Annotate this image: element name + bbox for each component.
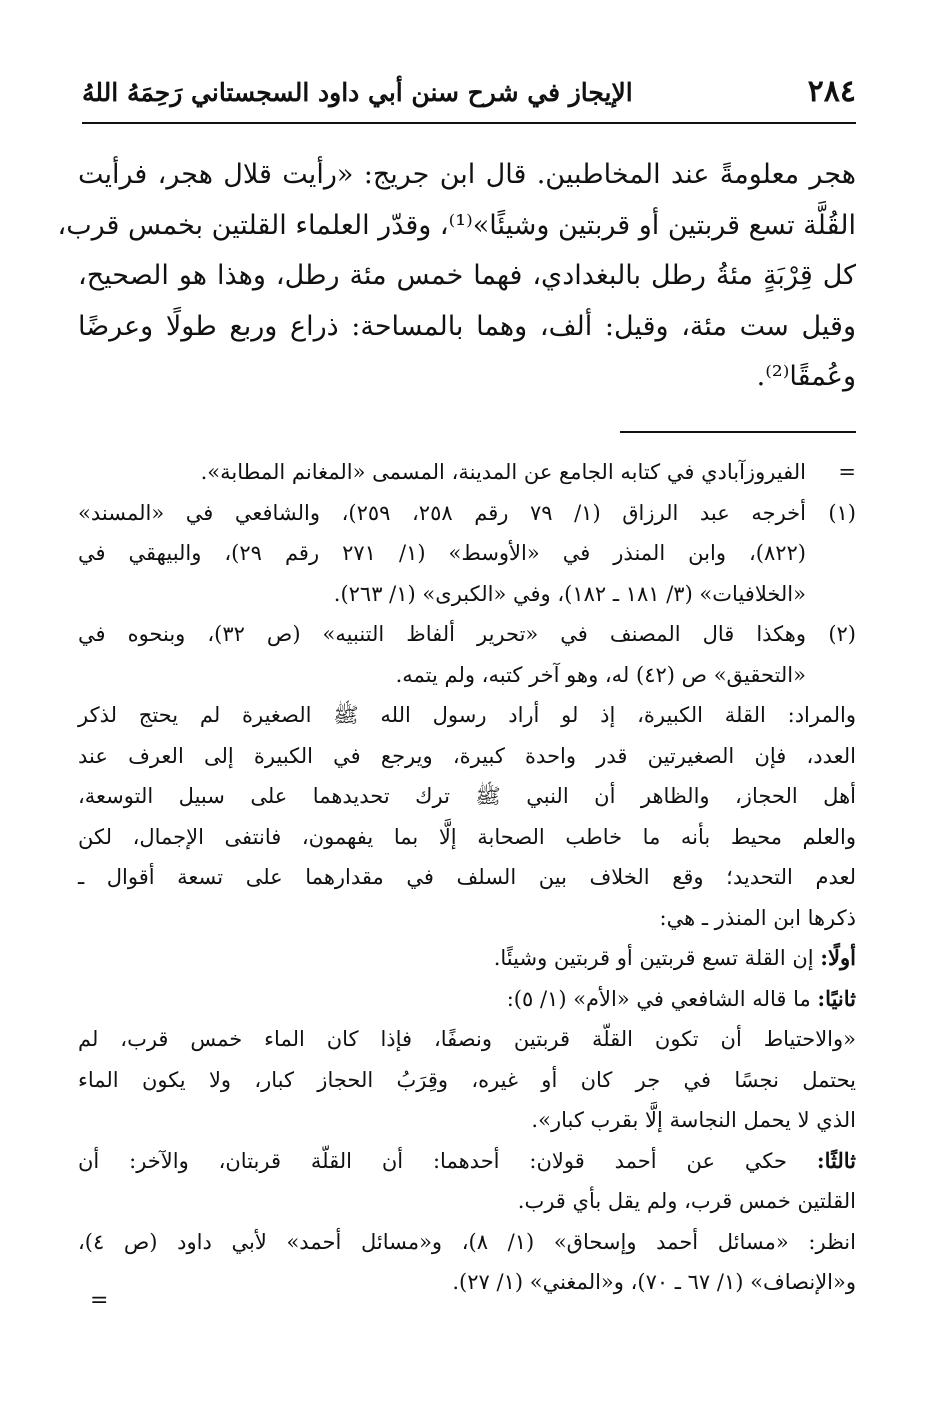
continuation-next-page-marker: = [90,1288,109,1313]
footnote-1-line: «الخلافيات» (٣/ ١٨١ ـ ١٨٢)، وفي «الكبرى» (١/ ٢٦٣). [333,581,806,606]
footnote-1-text: أخرجه عبد الرزاق (١/ ٧٩ رقم ٢٥٨، ٢٥٩)، والشافعي في «المسند» [78,500,806,525]
references-line: انظر: «مسائل أحمد وإسحاق» (١/ ٨)، و«مسائل أحمد» لأبي داود (ص ٤)، [78,1229,856,1254]
quote-line: يحتمل نجسًا في جر كان أو غيره، وقِرَبُ الحجاز كبار، ولا يكون الماء [78,1067,856,1092]
point-third-text: حكي عن أحمد قولان: أحدهما: أن القلّة قربتان، والآخر: أن [78,1148,787,1173]
point-third-label: ثالثًا: [816,1147,856,1173]
point-first [78,938,856,979]
main-line: وقيل ست مئة، وقيل: ألف، وهما بالمساحة: ذراع وربع طولًا وعرضًا [78,310,856,342]
page-number: ٢٨٤ [807,74,856,109]
main-line: هجر معلومةً عند المخاطبين. قال ابن جريج: «رأيت قلال هجر، فرأيت [78,159,856,190]
references-line: و«الإنصاف» (١/ ٦٧ ـ ٧٠)، و«المغني» (١/ ٢٧). [452,1270,856,1294]
continuation-marker: = [838,460,856,484]
commentary-line: لعدم التحديد؛ وقع الخلاف بين السلف في مقدارهما على تسعة أقوال ـ [78,865,856,889]
footnote-2-line: «التحقيق» ص (٤٢) له، وهو آخر كتبه، ولم يتمه. [395,662,806,687]
page-header [82,70,856,118]
point-first-label: أولًا: [820,945,856,970]
footnote-1-marker: (١) [828,500,856,525]
footnotes [78,452,856,1303]
quote-line: «والاحتياط أن تكون القلّة قربتين ونصفًا، فإذا كان الماء خمس قرب، لم [78,1027,856,1051]
point-third [78,1141,856,1182]
footnote-2-line [78,614,856,655]
point-first-text: إن القلة تسع قربتين أو قربتين وشيئًا. [493,946,814,970]
main-line: وعُمقًا⁽²⁾. [756,361,856,392]
commentary-line: أهل الحجاز، والظاهر أن النبي ﷺ ترك تحديدهما على سبيل التوسعة، [78,784,856,808]
commentary-line: العدد، فإن الصغيرتين قدر واحدة كبيرة، ويرجع في الكبيرة إلى العرف عند [78,743,856,768]
commentary-line: والعلم محيط بأنه ما خاطب الصحابة إلَّا بما يفهمون، فانتفى الإجمال، لكن [78,824,856,849]
main-text [57,150,856,403]
point-second-label: ثانيًا: [817,985,856,1011]
running-title: الإيجاز في شرح سنن أبي داود السجستاني رَحِمَهُ اللهُ [82,78,633,107]
footnote-1-line: (٨٢٢)، وابن المنذر في «الأوسط» (١/ ٢٧١ رقم ٢٩)، والبيهقي في [78,541,806,565]
main-line: القُلَّة تسع قربتين أو قربتين وشيئًا»⁽¹⁾، وقدّر العلماء القلتين بخمس قرب، [57,209,856,241]
footnote-2-marker: (٢) [828,622,856,646]
footnote-1-line [78,493,856,534]
commentary-line: ذكرها ابن المنذر ـ هي: [659,905,856,930]
point-third-line: القلتين خمس قرب، ولم يقل بأي قرب. [517,1189,856,1213]
footnote-2-text: وهكذا قال المصنف في «تحرير ألفاظ التنبيه» (ص ٣٢)، وبنحوه في [78,622,806,646]
main-line: كل قِرْبَةٍ مئةُ رطل بالبغدادي، فهما خمس مئة رطل، وهذا هو الصحيح، [78,260,856,291]
footnote-continuation [78,452,856,493]
commentary-line: والمراد: القلة الكبيرة، إذ لو أراد رسول الله ﷺ الصغيرة لم يحتج لذكر [78,703,856,727]
footnote-separator [620,431,856,433]
point-second-text: ما قاله الشافعي في «الأم» (١/ ٥): [506,986,811,1011]
header-rule [82,122,856,124]
quote-line: الذي لا يحمل النجاسة إلَّا بقرب كبار». [531,1108,856,1132]
continuation-text: الفيروزآبادي في كتابه الجامع عن المدينة، المسمى «المغانم المطابة». [200,460,806,484]
point-second [78,979,856,1020]
